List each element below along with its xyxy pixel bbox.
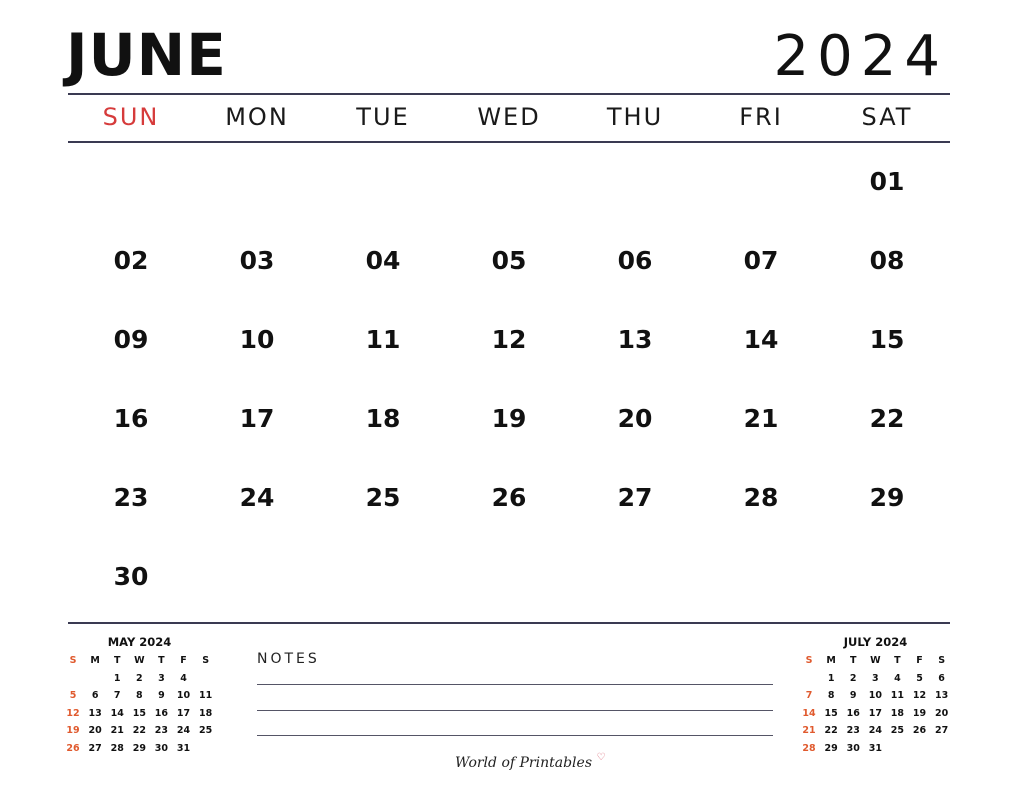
weekday-wed: WED <box>477 103 541 131</box>
mini-weekday-row <box>62 652 217 670</box>
mini-day: 8 <box>136 690 143 701</box>
day-cell: 05 <box>491 246 527 275</box>
weekday-sat: SAT <box>861 103 913 131</box>
mini-day: 22 <box>132 725 146 736</box>
empty-day-cell <box>194 537 320 616</box>
mini-day <box>886 740 908 758</box>
mini-day <box>195 740 217 758</box>
mini-weekday: M <box>826 655 836 666</box>
mini-day: 4 <box>180 672 187 684</box>
mini-calendar-title: JULY 2024 <box>843 635 908 649</box>
weekday-mon: MON <box>225 103 289 131</box>
mini-day: 26 <box>912 725 927 736</box>
mini-day: 27 <box>934 725 949 736</box>
brand-text: World of Printables <box>455 755 592 771</box>
day-cell: 09 <box>113 325 149 354</box>
notes-label: NOTES <box>257 651 320 667</box>
mini-day: 14 <box>802 707 816 719</box>
mini-day: 31 <box>176 742 191 754</box>
mini-day: 4 <box>894 672 901 684</box>
day-cell: 12 <box>491 325 527 354</box>
mini-day: 30 <box>154 742 169 754</box>
mini-day: 16 <box>846 707 860 719</box>
mini-day: 9 <box>849 690 857 701</box>
calendar-grid <box>68 142 950 616</box>
mini-day: 24 <box>868 725 882 736</box>
empty-day-cell <box>572 537 698 616</box>
mini-day: 13 <box>88 707 102 719</box>
day-cell: 20 <box>617 404 653 433</box>
day-cell: 13 <box>617 325 653 354</box>
month-title: JUNE <box>66 21 227 89</box>
mini-day: 18 <box>890 707 905 719</box>
day-cell: 25 <box>365 483 401 512</box>
mini-day: 22 <box>824 725 838 736</box>
day-cell: 15 <box>869 325 905 354</box>
mini-day: 16 <box>154 707 169 719</box>
mini-day: 26 <box>66 742 80 754</box>
mini-week-row <box>62 687 217 705</box>
day-cell: 11 <box>365 325 401 354</box>
year-title: 2024 <box>773 24 948 89</box>
empty-day-cell <box>194 142 320 221</box>
mini-day: 15 <box>132 707 146 719</box>
mini-day <box>84 670 106 688</box>
mini-day <box>931 740 953 758</box>
mini-day: 21 <box>802 725 816 736</box>
day-cell: 16 <box>113 404 149 433</box>
mini-day: 28 <box>110 742 124 754</box>
mini-day: 12 <box>912 690 927 701</box>
mini-week-row <box>62 670 217 688</box>
mini-day: 6 <box>91 690 99 701</box>
mini-weekday: T <box>849 655 857 666</box>
mini-weekday: S <box>69 655 77 666</box>
mini-weekday: F <box>180 655 187 666</box>
mini-day: 9 <box>158 690 165 701</box>
mini-day: 10 <box>868 690 882 701</box>
mini-day: 10 <box>176 690 191 701</box>
day-cell: 21 <box>743 404 779 433</box>
mini-day: 28 <box>802 742 816 754</box>
mini-weekday: F <box>916 655 923 666</box>
mini-day: 25 <box>890 725 905 736</box>
empty-day-cell <box>68 142 194 221</box>
weekday-tue: TUE <box>356 103 410 131</box>
mini-day: 30 <box>846 742 860 754</box>
day-cell: 17 <box>239 404 275 433</box>
mini-weekday: T <box>113 655 121 666</box>
heart-icon: ♡ <box>596 752 606 763</box>
mini-day: 15 <box>824 707 838 719</box>
mini-day: 7 <box>113 690 121 701</box>
day-cell: 29 <box>869 483 905 512</box>
mini-day <box>62 670 84 688</box>
empty-day-cell <box>320 142 446 221</box>
weekday-header-row <box>68 94 950 141</box>
mini-day: 20 <box>88 725 102 736</box>
mini-calendar-may <box>62 634 217 757</box>
mini-day: 29 <box>824 742 838 754</box>
mini-week-row <box>798 670 953 688</box>
day-cell: 03 <box>239 246 275 275</box>
empty-day-cell <box>698 142 824 221</box>
mini-day: 25 <box>198 725 213 736</box>
mini-week-row <box>798 740 953 758</box>
day-cell: 14 <box>743 325 779 354</box>
mini-week-row <box>798 705 953 723</box>
day-cell: 18 <box>365 404 401 433</box>
mini-day: 7 <box>805 690 813 701</box>
mini-day: 19 <box>66 725 80 736</box>
mini-weekday: W <box>870 655 881 666</box>
mini-weekday: T <box>158 655 165 666</box>
mini-day <box>195 670 217 688</box>
day-cell: 19 <box>491 404 527 433</box>
mini-day: 11 <box>890 690 905 701</box>
mini-day: 8 <box>827 690 835 701</box>
note-line[interactable] <box>257 710 773 711</box>
mini-week-row <box>62 740 217 758</box>
day-cell: 28 <box>743 483 779 512</box>
mini-day: 31 <box>868 742 882 754</box>
mini-day: 24 <box>176 725 191 736</box>
day-cell: 30 <box>113 562 149 591</box>
day-cell: 24 <box>239 483 275 512</box>
mini-weekday: S <box>805 655 813 666</box>
mini-day: 11 <box>198 690 213 701</box>
mini-day: 1 <box>113 672 121 684</box>
mini-day: 1 <box>827 672 835 684</box>
empty-day-cell <box>698 537 824 616</box>
mini-day: 13 <box>934 690 949 701</box>
day-cell: 06 <box>617 246 653 275</box>
mini-day: 5 <box>916 672 923 684</box>
mini-day: 6 <box>938 672 945 684</box>
mini-day: 17 <box>868 707 882 719</box>
mini-day: 27 <box>88 742 102 754</box>
empty-day-cell <box>572 142 698 221</box>
note-line[interactable] <box>257 684 773 685</box>
day-cell: 07 <box>743 246 779 275</box>
mini-calendar-july <box>798 634 953 757</box>
weekday-thu: THU <box>606 103 664 131</box>
mini-day: 23 <box>154 725 169 736</box>
mini-week-row <box>62 722 217 740</box>
day-cell: 01 <box>869 167 905 196</box>
mini-day: 2 <box>849 672 857 684</box>
empty-day-cell <box>824 537 950 616</box>
bottom-divider <box>68 622 950 624</box>
mini-weekday: W <box>134 655 145 666</box>
mini-day: 29 <box>132 742 146 754</box>
mini-weekday: S <box>938 655 946 666</box>
mini-weekday: M <box>90 655 100 666</box>
mini-day: 5 <box>69 690 77 701</box>
mini-weekday: T <box>894 655 901 666</box>
day-cell: 22 <box>869 404 905 433</box>
weekday-sun: SUN <box>102 103 160 131</box>
day-cell: 23 <box>113 483 149 512</box>
day-cell: 10 <box>239 325 275 354</box>
mini-day: 19 <box>912 707 927 719</box>
mini-day: 12 <box>66 707 80 719</box>
weekday-fri: FRI <box>739 103 783 131</box>
day-cell: 08 <box>869 246 905 275</box>
mini-day: 17 <box>176 707 191 719</box>
day-cell: 27 <box>617 483 653 512</box>
mini-week-row <box>798 687 953 705</box>
mini-day: 23 <box>846 725 860 736</box>
mini-day <box>908 740 930 758</box>
mini-day: 3 <box>158 672 165 684</box>
mini-day: 20 <box>934 707 949 719</box>
mini-day: 14 <box>110 707 124 719</box>
day-cell: 02 <box>113 246 149 275</box>
brand-logo <box>455 752 606 771</box>
day-cell: 04 <box>365 246 401 275</box>
mini-day: 2 <box>136 672 143 684</box>
mini-day: 18 <box>198 707 213 719</box>
note-line[interactable] <box>257 735 773 736</box>
mini-day: 3 <box>872 672 879 684</box>
mini-day <box>798 670 820 688</box>
empty-day-cell <box>446 142 572 221</box>
day-cell: 26 <box>491 483 527 512</box>
empty-day-cell <box>320 537 446 616</box>
mini-week-row <box>798 722 953 740</box>
mini-calendar-title: MAY 2024 <box>107 635 172 649</box>
mini-weekday-row <box>798 652 953 670</box>
empty-day-cell <box>446 537 572 616</box>
mini-weekday: S <box>202 655 210 666</box>
mini-week-row <box>62 705 217 723</box>
mini-day: 21 <box>110 725 124 736</box>
